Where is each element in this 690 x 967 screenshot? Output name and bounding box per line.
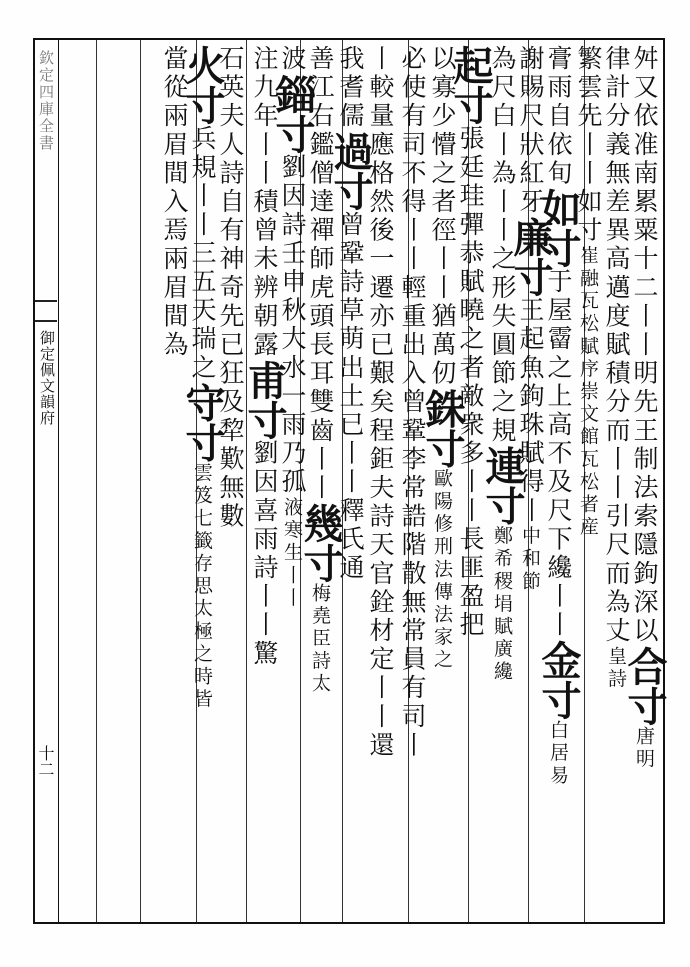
headword: 連寸 xyxy=(479,445,526,526)
margin-page-number: 十二 xyxy=(36,745,55,777)
citation-note: 雲笈七籤存思太極之時皆 xyxy=(191,462,213,712)
headword: 如寸 xyxy=(535,188,582,268)
text-segment: 王起魚鉤珠賦得丨 xyxy=(516,296,545,526)
text-segment: 劉因詩壬申秋大水一雨乃孤 xyxy=(278,153,307,497)
margin-series-title: 欽定四庫全書 xyxy=(37,50,55,152)
headword: 銖寸 xyxy=(419,388,466,469)
citation-note: 唐明 xyxy=(633,725,655,771)
text-segment: 我耆儒 xyxy=(336,45,365,131)
headword: 火寸 xyxy=(179,45,226,125)
headword: 廉寸 xyxy=(507,216,554,297)
text-segment: 丨較量應格然後一遷亦已艱矣程鉅夫詩天官銓材定丨丨還 xyxy=(366,45,395,760)
text-segment: 于屋霤之上高不及尺下纔丨丨 xyxy=(544,268,573,640)
text-column xyxy=(154,45,194,920)
headword: 金寸 xyxy=(535,639,582,720)
margin-column xyxy=(33,38,59,924)
headword: 合寸 xyxy=(621,645,668,726)
text-segment: 為尺白丨為丨 xyxy=(488,45,517,217)
citation-note: 白居易 xyxy=(547,719,569,788)
text-segment: 善江右鑑僧達禪師虎頭長耳雙齒丨丨 xyxy=(306,45,335,503)
text-segment: 劉因喜雨詩丨丨驚 xyxy=(250,439,279,669)
headword: 幾寸 xyxy=(297,502,344,583)
text-segment: 兵規丨丨三五天瑞之 xyxy=(188,125,217,383)
text-segment: 張廷珪彈恭賦曉之者敵衆多 xyxy=(456,125,485,469)
text-segment: 膏雨自依旬 xyxy=(544,45,573,188)
text-segment: 謝賜尺狀紅牙 xyxy=(516,45,545,217)
citation-note: 梅堯臣詩太 xyxy=(309,582,331,696)
text-segment: 已狂及犂歎無數 xyxy=(216,331,245,532)
column-rule xyxy=(140,40,141,922)
text-segment: 繁雲先丨丨如寸 xyxy=(574,45,603,246)
text-segment: 注九年丨丨積曾未辨朝露 xyxy=(250,45,279,360)
citation-note: 歐陽修刑法傳法家之 xyxy=(431,468,453,672)
text-segment: 舛又依准南累粟十二丨丨明先王制法索隱鉤深以 xyxy=(630,45,659,646)
text-segment: 丨之形失圓節之規 xyxy=(488,216,517,446)
headword: 守寸 xyxy=(179,382,226,463)
text-segment: 律計分義無差異高邁度賦積分而丨丨引尺而為丈 xyxy=(602,45,631,646)
headword: 錙寸 xyxy=(269,73,316,154)
text-segment: 丨丨長匪盈把 xyxy=(456,468,485,640)
text-segment: 曾鞏詩草萌出土已丨丨釋氏通 xyxy=(336,210,365,583)
text-segment: 必使有司不得丨丨輕重出入曾鞏李常誥階散無常員有司丨 xyxy=(398,45,427,760)
column-rule xyxy=(96,40,97,922)
headword: 起寸 xyxy=(447,45,494,125)
citation-note: 皇詩 xyxy=(605,645,627,691)
citation-note: 崔融瓦松賦序崇文館瓦松者産 xyxy=(577,245,599,540)
text-column xyxy=(241,45,288,920)
text-segment: 以寡少懵之者徑丨丨猶萬仞 xyxy=(428,45,457,389)
citation-note: 中和節 xyxy=(519,525,541,594)
text-segment: 當從兩眉間入焉兩眉間為 xyxy=(160,45,189,360)
citation-note: 鄭希稷埍賦廣纔 xyxy=(491,525,513,684)
text-segment: 波 xyxy=(278,45,307,74)
citation-note: 液寒生丨丨 xyxy=(281,496,303,610)
text-segment: 石英夫人詩自有神奇先 xyxy=(216,45,245,331)
fish-tail-mark xyxy=(35,300,57,322)
margin-book-title: 御定佩文韻府 xyxy=(38,330,56,426)
headword: 過寸 xyxy=(327,130,374,211)
headword: 甫寸 xyxy=(241,359,288,440)
